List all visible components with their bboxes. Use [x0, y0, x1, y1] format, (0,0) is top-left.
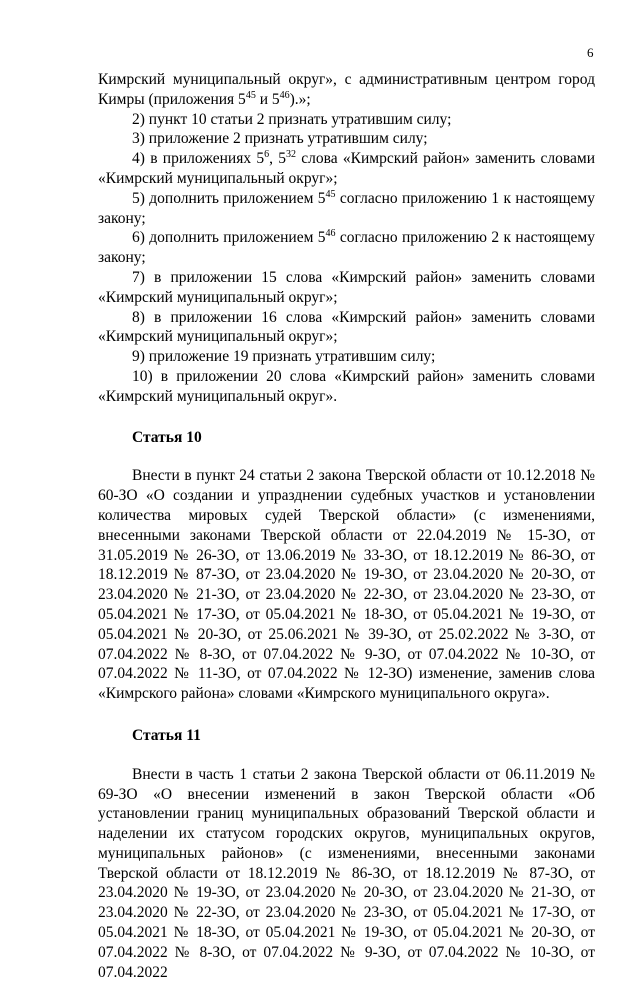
- list-item-5: [98, 189, 595, 229]
- item5-text-2: согласно приложению 1 к настоящему закону;: [98, 189, 595, 227]
- list-item-3: 3) приложение 2 признать утратившим силу;: [132, 130, 428, 148]
- item6-text-2: согласно приложению 2 к настоящему закону;: [98, 229, 595, 267]
- list-item-9: 9) приложение 19 признать утратившим силу;: [132, 348, 436, 366]
- item4-text-3: слова «Кимрский район» заменить словами «Кимрский муниципальный округ»;: [98, 150, 596, 187]
- item5-sup: 45: [325, 188, 336, 200]
- item6-text-1: 6) дополнить приложением 5: [132, 229, 326, 247]
- article-11-text: Внести в часть 1 статьи 2 закона Тверской области от 06.11.2019 № 69-ЗО «О внесении изменений в закон Тверской области «Об установлении границ муниципальных образований Тверской области и наделении их статусом городских округов, муниципальных округов, муниципальных районов» (с изменениями, внесенными законами Тверской области от 18.12.2019 № 86-ЗО, от 18.12.2019 № 87-ЗО, от 23.04.2020 № 19-ЗО, от 23.04.2020 № 20-ЗО, от 23.04.2020 № 21-ЗО, от 23.04.2020 № 22-ЗО, от 23.04.2020 № 23-ЗО, от 05.04.2021 № 17-ЗО, от 05.04.2021 № 18-ЗО, от 05.04.2021 № 19-ЗО, от 05.04.2021 № 20-ЗО, от 07.04.2022 № 8-ЗО, от 07.04.2022 № 9-ЗО, от 07.04.2022 № 10-ЗО, от 07.04.2022: [98, 765, 595, 981]
- intro-sup-1: 45: [245, 89, 256, 101]
- document-body: [98, 70, 595, 982]
- item4-sup-1: 6: [264, 149, 270, 161]
- item4-text-2: , 5: [269, 150, 287, 168]
- article-11-heading: Статья 11: [132, 726, 201, 744]
- list-item-10: 10) в приложении 20 слова «Кимрский район» заменить словами «Кимрский муниципальный округ».: [98, 367, 595, 405]
- intro-sup-2: 46: [279, 89, 290, 101]
- intro-paragraph: [98, 70, 595, 110]
- list-item-6: [98, 228, 595, 268]
- item4-sup-2: 32: [286, 149, 297, 161]
- page-number: 6: [587, 45, 594, 60]
- intro-text-2: и 5: [255, 90, 280, 108]
- list-item-7: 7) в приложении 15 слова «Кимрский район» заменить словами «Кимрский муниципальный округ»;: [98, 268, 595, 306]
- item5-text-1: 5) дополнить приложением 5: [132, 189, 326, 207]
- article-10-text: Внести в пункт 24 статьи 2 закона Тверской области от 10.12.2018 № 60-ЗО «О создании и упразднении судебных участков и установлении количества мировых судей Тверской области» (с изменениями, внесенными законами Тверской области от 22.04.2019 № 15-ЗО, от 31.05.2019 № 26-ЗО, от 13.06.2019 № 33-ЗО, от 18.12.2019 № 86-ЗО, от 18.12.2019 № 87-ЗО, от 23.04.2020 № 19-ЗО, от 23.04.2020 № 20-ЗО, от 23.04.2020 № 21-ЗО, от 23.04.2020 № 22-ЗО, от 23.04.2020 № 23-ЗО, от 05.04.2021 № 17-ЗО, от 05.04.2021 № 18-ЗО, от 05.04.2021 № 19-ЗО, от 05.04.2021 № 20-ЗО, от 25.06.2021 № 39-ЗО, от 25.02.2022 № 3-ЗО, от 07.04.2022 № 8-ЗО, от 07.04.2022 № 9-ЗО, от 07.04.2022 № 10-ЗО, от 07.04.2022 № 11-ЗО, от 07.04.2022 № 12-ЗО) изменение, заменив слова «Кимрского района» словами «Кимрского муниципального округа».: [98, 467, 595, 703]
- intro-text-1: Кимрский муниципальный округ», с административным центром город Кимры (приложения 5: [98, 71, 595, 108]
- list-item-4: [98, 149, 595, 189]
- intro-text-3: ).»;: [289, 90, 311, 108]
- list-item-2: 2) пункт 10 статьи 2 признать утратившим силу;: [132, 110, 452, 128]
- item6-sup: 46: [325, 228, 336, 240]
- article-10-heading: Статья 10: [132, 428, 202, 446]
- item4-text-1: 4) в приложениях 5: [132, 150, 265, 168]
- list-item-8: 8) в приложении 16 слова «Кимрский район» заменить словами «Кимрский муниципальный округ»;: [98, 308, 595, 346]
